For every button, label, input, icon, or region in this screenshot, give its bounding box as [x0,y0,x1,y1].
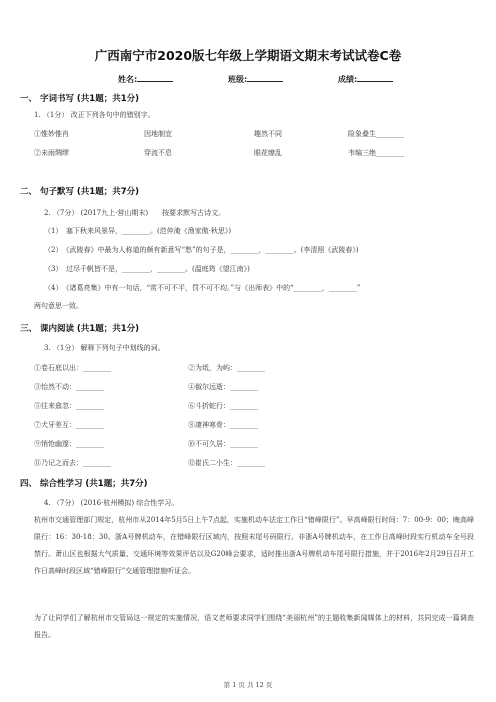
q1-word: 趣然不同 [254,130,282,138]
q3-item[interactable]: ⑧凄神寒骨：________ [188,421,258,429]
question-4-stem: 4. （7分） (2016·杭州模拟) 综合性学习。 [44,499,179,507]
q2-item-1[interactable]: （1） 塞下秋来风景异，________。(范仲淹《渔家傲·秋思》) [44,227,232,235]
q3-item[interactable]: ④俶尔远逝：________ [188,383,258,391]
q3-item[interactable]: ⑦犬牙差互：________ [34,421,104,429]
score-label: 成绩: [338,75,358,84]
class-label: 班级: [228,75,248,84]
class-field[interactable] [228,72,283,85]
name-field[interactable] [118,72,173,85]
question-1-stem: 1. （1分） 改正下列各句中的错别字。 [34,111,155,119]
q4-passage-1: 杭州市交通管理部门规定，杭州市从2014年5月5日上午7点起，实施机动车法定工作日“错峰限行”。早高峰限行时间：7：00-9：00；晚高峰限行：16：30-18：30。浙A号牌机动车，在错峰限行区域内，按照末尾号码限行。非浙A号牌机动车，在工作日高峰时段实行机动车全号段禁行。萧山区也根据大气质量、交通环境等效果评估以及G20峰会要求，适时推出浙A号牌机动车尾号限行措施，并于2016年2月29日召开工作日高峰时段区域“错峰限行”交通管理措施听证会。 [34,516,474,575]
q1-word-blank[interactable]: 险象叠生________ [348,130,404,138]
page-footer: 第 1 页 共 12 页 [223,681,273,689]
q3-item[interactable]: ⑤往来翕忽：________ [34,402,104,410]
section-heading-2: 二、 句子默写 (共1题；共7分) [20,187,140,197]
q4-passage-2: 为了让同学们了解杭州市交管局这一规定的实施情况，语文老师要求同学们围绕“美丽杭州”的主题收集新闻媒体上的材料，共同完成一篇调查报告。 [34,614,474,639]
q2-item-3[interactable]: （3） 过尽千帆皆不是，________，________。(温庭筠《望江南》) [44,265,250,273]
section-heading-1: 一、 字词书写 (共1题；共1分) [20,94,140,104]
score-field[interactable] [338,72,393,85]
score-blank[interactable] [357,72,393,82]
q3-item[interactable]: ⑨悄怆幽邃：________ [34,440,104,448]
q3-item[interactable]: ①卷石底以出：________ [34,364,111,372]
q3-item[interactable]: ⑥斗折蛇行：________ [188,402,258,410]
q1-word: 穿流不息 [144,149,172,157]
q2-item-4[interactable]: （4） 《诸葛亮集》中有一句话，“赏不可不平，罚不可不均。”与《出师表》中的“________，________” [44,284,361,292]
q3-item[interactable]: ⑩不可久居：________ [188,440,258,448]
question-2-stem: 2. （7分） (2017九上·营山期末) 按要求默写古诗文。 [44,209,226,217]
q2-item-2[interactable]: （2） 《武陵春》中最为人称道的颇有新意写“愁”的句子是，________，________。(李清照《武陵春》) [44,246,359,254]
section-heading-3: 三、 课内阅读 (共1题；共1分) [20,324,140,334]
student-info-line [0,72,496,86]
q3-item[interactable]: ③怡然不动：________ [34,383,104,391]
q3-item[interactable]: ⑪乃记之而去：________ [34,459,111,467]
name-label: 姓名: [118,75,138,84]
q1-word: ①惟妙惟肖 [34,130,69,138]
q1-word: ②未雨绸缪 [34,149,69,157]
page-title: 广西南宁市2020版七年级上学期语文期末考试试卷C卷 [94,48,402,63]
q3-item[interactable]: ⑫崔氏二小生：________ [188,459,265,467]
q3-item[interactable]: ②为坻，为屿：________ [188,364,265,372]
question-3-stem: 3. （1分） 解释下列句子中划线的词。 [44,344,165,352]
q1-word: 因地制宜 [144,130,172,138]
q1-word: 眼花缭乱 [254,149,282,157]
class-blank[interactable] [247,72,283,82]
q2-item-4-cont: 两句意思一致。 [34,302,83,310]
q1-word-blank[interactable]: 韦编三绝________ [348,149,404,157]
section-heading-4: 四、 综合性学习 (共1题；共7分) [20,479,148,489]
name-blank[interactable] [137,72,173,82]
